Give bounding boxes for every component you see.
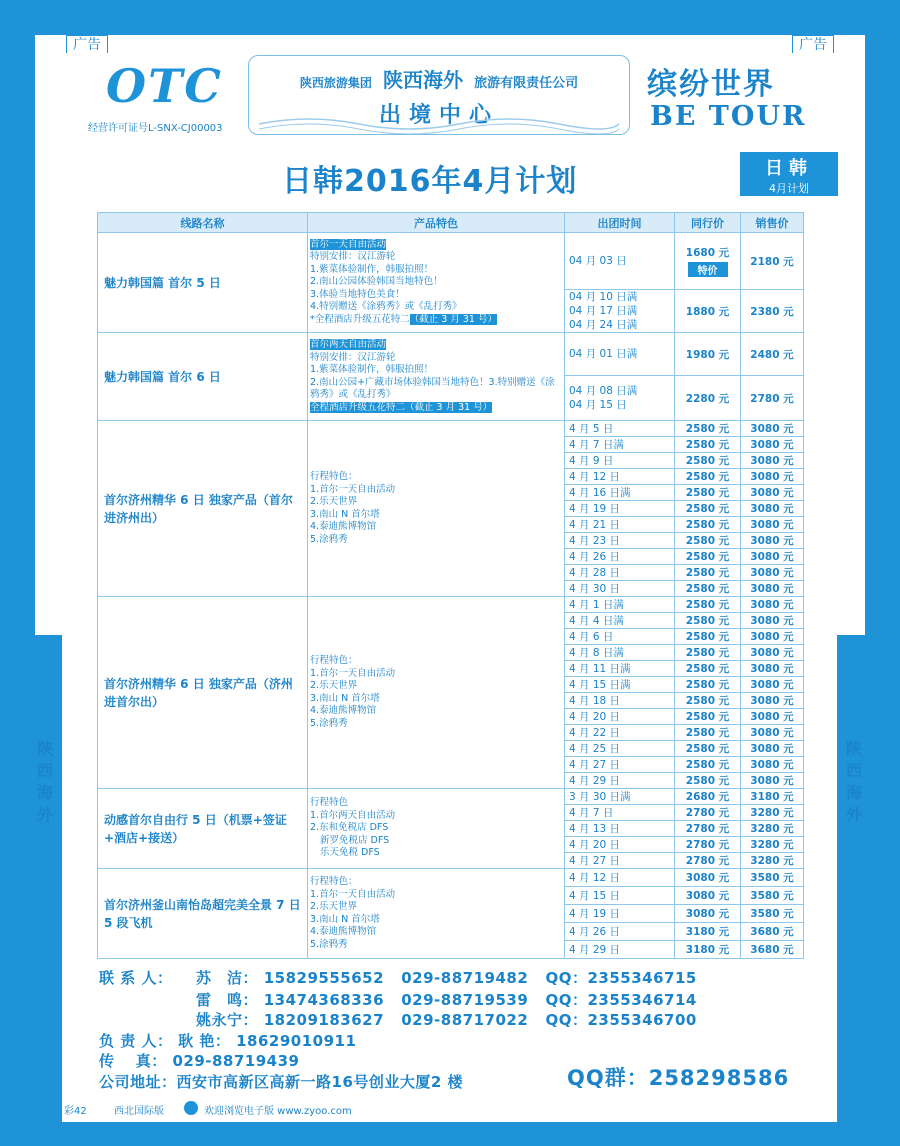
route-name: 魅力韩国篇 首尔 6 日 — [98, 333, 308, 421]
peer-price: 2580 元 — [675, 421, 741, 437]
departure-date: 4 月 21 日 — [565, 517, 675, 533]
departure-date: 4 月 27 日 — [565, 853, 675, 869]
peer-price: 3080 元 — [675, 869, 741, 887]
peer-price: 2580 元 — [675, 437, 741, 453]
page-number: 彩42 — [64, 1106, 87, 1117]
peer-price: 2580 元 — [675, 709, 741, 725]
feature-line: 5.涂鸦秀 — [310, 533, 348, 545]
group-seoul-jeju-a — [98, 421, 804, 597]
table-row — [98, 869, 804, 887]
group-seoul-free — [98, 789, 804, 869]
feature-line: 2.乐天世界 — [310, 496, 358, 507]
feature-line: 行程特色： — [310, 471, 358, 482]
brand-name: 陕西海外 — [383, 68, 463, 92]
feature-line: （截止 3 月 31 号） — [409, 313, 497, 325]
header — [62, 53, 837, 145]
departure-date: 4 月 15 日满 — [565, 677, 675, 693]
address-line: 公司地址：西安市高新区高新一路16号创业大厦2 楼 — [99, 1073, 464, 1091]
route-features — [308, 421, 565, 597]
table-row — [98, 789, 804, 805]
corner-badge — [740, 152, 838, 196]
peer-price: 3080 元 — [675, 905, 741, 923]
feature-line: 1.首尔一天自由活动 — [310, 667, 396, 679]
side-char: 西 — [845, 761, 862, 780]
sale-price: 3080 元 — [741, 757, 804, 773]
feature-line: 4.特别赠送《涂鸦秀》或《乱打秀》 — [310, 301, 462, 313]
peer-price: 2580 元 — [675, 581, 741, 597]
edition-name: 西北国际版 — [114, 1106, 164, 1117]
contact-line — [196, 967, 697, 988]
header-route: 线路名称 — [98, 213, 308, 233]
feature-line: 4.泰迪熊博物馆 — [310, 521, 377, 532]
sale-price: 3280 元 — [741, 853, 804, 869]
departure-date: 4 月 5 日 — [565, 421, 675, 437]
peer-price: 2580 元 — [675, 757, 741, 773]
sale-price: 3680 元 — [741, 941, 804, 959]
sale-price: 2380 元 — [741, 290, 804, 333]
departure-date: 4 月 22 日 — [565, 725, 675, 741]
feature-line: 2.乐天世界 — [310, 901, 358, 912]
license-number: 经营许可证号L-SNX-CJ00003 — [88, 123, 223, 134]
peer-price: 3180 元 — [675, 941, 741, 959]
feature-line: 首尔两天自由活动 — [310, 339, 387, 350]
route-features — [308, 233, 565, 333]
page-title: 日韩2016年4月计划 — [282, 164, 578, 199]
sale-price: 2480 元 — [741, 333, 804, 376]
group-name: 陕西旅游集团 — [299, 76, 372, 90]
side-char: 陕 — [36, 739, 53, 758]
departure-date: 04 月 01 日满 — [565, 333, 675, 376]
departure-date: 4 月 29 日 — [565, 773, 675, 789]
contact-qq: QQ：2355346700 — [545, 1011, 697, 1029]
date-line: 04 月 15 日 — [569, 399, 627, 411]
peer-price: 2580 元 — [675, 773, 741, 789]
contact-name: 苏 洁： — [196, 969, 259, 987]
company-suffix: 旅游有限责任公司 — [474, 76, 579, 91]
logo-icon — [184, 1101, 198, 1115]
peer-price: 2780 元 — [675, 853, 741, 869]
peer-price: 2580 元 — [675, 485, 741, 501]
group-panorama — [98, 869, 804, 959]
side-char: 陕 — [845, 739, 862, 758]
departure-date: 4 月 7 日满 — [565, 437, 675, 453]
departure-date: 4 月 7 日 — [565, 805, 675, 821]
sale-price: 3280 元 — [741, 821, 804, 837]
contact-phone: 029-88717022 — [401, 1011, 529, 1029]
company-banner — [248, 55, 630, 135]
peer-price: 2580 元 — [675, 693, 741, 709]
date-line: 04 月 17 日满 — [569, 305, 638, 317]
feature-line: 5.涂鸦秀 — [310, 717, 348, 729]
feature-line: 行程特色： — [310, 876, 358, 887]
sale-price: 3280 元 — [741, 805, 804, 821]
route-name: 魅力韩国篇 首尔 5 日 — [98, 233, 308, 333]
badge-title: 日韩 — [765, 158, 813, 179]
feature-line: 3.南山 N 首尔塔 — [310, 692, 380, 704]
sale-price: 3080 元 — [741, 517, 804, 533]
date-line: 04 月 24 日满 — [569, 319, 638, 331]
feature-line: 2.乐天世界 — [310, 680, 358, 691]
departure-date: 4 月 19 日 — [565, 905, 675, 923]
peer-price: 2780 元 — [675, 805, 741, 821]
sale-price: 3080 元 — [741, 453, 804, 469]
feature-line: 1.紫菜体验制作，韩服拍照！ — [310, 364, 434, 375]
bottom-bar — [62, 1098, 837, 1122]
special-price-tag: 特价 — [688, 262, 728, 277]
departure-date: 4 月 20 日 — [565, 709, 675, 725]
route-name: 首尔济州精华 6 日 独家产品（首尔进济州出） — [98, 421, 308, 597]
contact-qq: QQ：2355346715 — [545, 969, 697, 987]
center-name: 出境中心 — [378, 103, 499, 128]
sale-price: 3080 元 — [741, 485, 804, 501]
departure-date: 4 月 1 日满 — [565, 597, 675, 613]
departure-date: 4 月 26 日 — [565, 549, 675, 565]
side-char: 海 — [36, 783, 53, 802]
peer-price: 2580 元 — [675, 613, 741, 629]
departure-date: 4 月 12 日 — [565, 469, 675, 485]
date-line: 04 月 10 日满 — [569, 291, 638, 303]
peer-price: 2280 元 — [675, 376, 741, 421]
route-name: 动感首尔自由行 5 日（机票+签证+酒店+接送） — [98, 789, 308, 869]
sale-price: 3080 元 — [741, 597, 804, 613]
departure-date: 04 月 03 日 — [565, 233, 675, 290]
peer-price: 2580 元 — [675, 501, 741, 517]
peer-price: 2580 元 — [675, 645, 741, 661]
contact-footer — [62, 960, 837, 1095]
feature-line: 3.南山 N 首尔塔 — [310, 508, 380, 520]
sale-price: 3080 元 — [741, 581, 804, 597]
plan-table — [97, 212, 804, 959]
side-label-left — [34, 738, 56, 826]
table-row — [98, 233, 804, 290]
peer-price: 2680 元 — [675, 789, 741, 805]
feature-line: 4.泰迪熊博物馆 — [310, 705, 377, 716]
sale-price: 3080 元 — [741, 725, 804, 741]
departure-date: 4 月 25 日 — [565, 741, 675, 757]
sale-price: 2180 元 — [741, 233, 804, 290]
contact-mobile: 13474368336 — [263, 991, 385, 1009]
peer-price: 1880 元 — [675, 290, 741, 333]
peer-price: 2580 元 — [675, 549, 741, 565]
sale-price: 2780 元 — [741, 376, 804, 421]
contact-mobile: 18209183627 — [263, 1011, 385, 1029]
sale-price: 3580 元 — [741, 887, 804, 905]
wave-decoration — [249, 114, 629, 134]
group-jeju-seoul-b — [98, 597, 804, 789]
feature-line: 1.首尔一天自由活动 — [310, 483, 396, 495]
feature-line: *全程酒店升级五花特二 — [310, 313, 410, 325]
badge-subtitle: 4月计划 — [769, 182, 809, 195]
feature-line: 5.涂鸦秀 — [310, 938, 348, 950]
be-tour-chinese: 缤纷世界 — [647, 67, 775, 102]
sale-price: 3580 元 — [741, 905, 804, 923]
peer-price: 3180 元 — [675, 923, 741, 941]
header-peer-price: 同行价 — [675, 213, 741, 233]
contact-phone: 029-88719539 — [401, 991, 529, 1009]
departure-date: 4 月 6 日 — [565, 629, 675, 645]
departure-date: 4 月 11 日满 — [565, 661, 675, 677]
peer-price: 2780 元 — [675, 837, 741, 853]
side-char: 西 — [36, 761, 53, 780]
peer-price: 2580 元 — [675, 533, 741, 549]
feature-line: 3.南山 N 首尔塔 — [310, 913, 380, 925]
peer-price: 2580 元 — [675, 741, 741, 757]
departure-date: 4 月 12 日 — [565, 869, 675, 887]
ad-label-right: 广告 — [792, 35, 834, 55]
departure-date: 4 月 29 日 — [565, 941, 675, 959]
peer-price-value: 1680 元 — [685, 247, 730, 259]
departure-date: 4 月 15 日 — [565, 887, 675, 905]
header-date: 出团时间 — [565, 213, 675, 233]
departure-date: 4 月 20 日 — [565, 837, 675, 853]
feature-line: 3.体验当地特色美食！ — [310, 288, 405, 300]
contact-qq: QQ：2355346714 — [545, 991, 697, 1009]
feature-line: 2.东和免税店 DFS — [310, 822, 389, 834]
departure-date: 4 月 30 日 — [565, 581, 675, 597]
peer-price: 2780 元 — [675, 821, 741, 837]
feature-line: 行程特色： — [310, 655, 358, 666]
sale-price: 3080 元 — [741, 421, 804, 437]
peer-price: 2580 元 — [675, 725, 741, 741]
sale-price: 3080 元 — [741, 549, 804, 565]
contact-name: 姚永宁： — [196, 1011, 259, 1029]
peer-price: 2580 元 — [675, 517, 741, 533]
feature-line: 1.紫菜体验制作，韩服拍照！ — [310, 263, 434, 275]
sale-price: 3080 元 — [741, 661, 804, 677]
table-row — [98, 421, 804, 437]
main-panel — [62, 148, 837, 956]
sale-price: 3080 元 — [741, 533, 804, 549]
otc-logo: OTC — [106, 59, 223, 113]
route-features — [308, 869, 565, 959]
feature-line: 行程特色 — [310, 797, 349, 809]
sale-price: 3080 元 — [741, 565, 804, 581]
contact-line — [196, 989, 697, 1010]
feature-line: 1.首尔两天自由活动 — [310, 809, 396, 821]
peer-price: 2580 元 — [675, 597, 741, 613]
date-line: 04 月 08 日满 — [569, 385, 638, 397]
feature-line: 新罗免税店 DFS — [320, 834, 390, 846]
peer-price: 3080 元 — [675, 887, 741, 905]
qq-group: QQ群：258298586 — [567, 1066, 790, 1090]
table-row — [98, 333, 804, 376]
feature-line: 2.南山公园体验韩国当地特色！ — [310, 276, 443, 288]
peer-price: 2580 元 — [675, 677, 741, 693]
departure-date: 4 月 27 日 — [565, 757, 675, 773]
sale-price: 3080 元 — [741, 613, 804, 629]
ad-label-left: 广告 — [66, 35, 108, 55]
departure-date: 4 月 26 日 — [565, 923, 675, 941]
manager-line: 负 责 人： 耿 艳： 18629010911 — [99, 1032, 357, 1050]
peer-price: 2580 元 — [675, 661, 741, 677]
table-row — [98, 597, 804, 613]
peer-price — [675, 233, 741, 290]
feature-line: 特别安排：汉江游轮 — [310, 251, 396, 263]
sale-price: 3080 元 — [741, 709, 804, 725]
departure-date: 4 月 28 日 — [565, 565, 675, 581]
peer-price: 2580 元 — [675, 469, 741, 485]
contact-phone: 029-88719482 — [401, 969, 529, 987]
departure-date: 4 月 19 日 — [565, 501, 675, 517]
peer-price: 2580 元 — [675, 629, 741, 645]
sale-price: 3080 元 — [741, 629, 804, 645]
feature-line: 1.首尔一天自由活动 — [310, 888, 396, 900]
sale-price: 3280 元 — [741, 837, 804, 853]
feature-line: 全程酒店升级五花特二（截止 3 月 31 号） — [310, 401, 493, 413]
route-name: 首尔济州釜山南怡岛超完美全景 7 日 5 段飞机 — [98, 869, 308, 959]
peer-price: 2580 元 — [675, 453, 741, 469]
sale-price: 3680 元 — [741, 923, 804, 941]
departure-date: 4 月 8 日满 — [565, 645, 675, 661]
departure-date: 3 月 30 日满 — [565, 789, 675, 805]
feature-line: 2.南山公园+广藏市场体验韩国当地特色！3.特别赠送《涂鸦秀》或《乱打秀》 — [310, 376, 555, 400]
departure-dates — [565, 290, 675, 333]
departure-date: 4 月 4 日满 — [565, 613, 675, 629]
departure-date: 4 月 13 日 — [565, 821, 675, 837]
route-features — [308, 597, 565, 789]
sale-price: 3180 元 — [741, 789, 804, 805]
sale-price: 3080 元 — [741, 645, 804, 661]
departure-date: 4 月 18 日 — [565, 693, 675, 709]
contact-line — [196, 1009, 697, 1030]
fax-line: 传 真： 029-88719439 — [99, 1052, 300, 1070]
side-char: 外 — [36, 805, 53, 824]
sale-price: 3080 元 — [741, 469, 804, 485]
header-sale-price: 销售价 — [741, 213, 804, 233]
side-char: 海 — [845, 783, 862, 802]
sale-price: 3580 元 — [741, 869, 804, 887]
departure-date: 4 月 16 日满 — [565, 485, 675, 501]
feature-line: 乐天免税 DFS — [320, 847, 380, 859]
be-tour-english: BE TOUR — [650, 101, 807, 132]
side-char: 外 — [845, 805, 862, 824]
sale-price: 3080 元 — [741, 501, 804, 517]
sale-price: 3080 元 — [741, 741, 804, 757]
peer-price: 2580 元 — [675, 565, 741, 581]
feature-line: 特别安排：汉江游轮 — [310, 351, 396, 363]
header-features: 产品特色 — [308, 213, 565, 233]
sale-price: 3080 元 — [741, 677, 804, 693]
contact-name: 雷 鸣： — [196, 991, 259, 1009]
feature-line: 首尔一天自由活动 — [310, 238, 387, 250]
departure-date: 4 月 23 日 — [565, 533, 675, 549]
route-features — [308, 789, 565, 869]
route-name: 首尔济州精华 6 日 独家产品（济州进首尔出） — [98, 597, 308, 789]
route-features — [308, 333, 565, 421]
peer-price: 1980 元 — [675, 333, 741, 376]
site-text: 欢迎浏览电子版 www.zyoo.com — [204, 1106, 352, 1117]
side-label-right — [843, 738, 865, 826]
table-header-row — [98, 213, 804, 233]
contact-label: 联 系 人： — [99, 969, 173, 987]
departure-date: 4 月 9 日 — [565, 453, 675, 469]
sale-price: 3080 元 — [741, 437, 804, 453]
sale-price: 3080 元 — [741, 773, 804, 789]
sale-price: 3080 元 — [741, 693, 804, 709]
contact-mobile: 15829555652 — [263, 969, 385, 987]
departure-dates — [565, 376, 675, 421]
feature-line: 4.泰迪熊博物馆 — [310, 926, 377, 937]
